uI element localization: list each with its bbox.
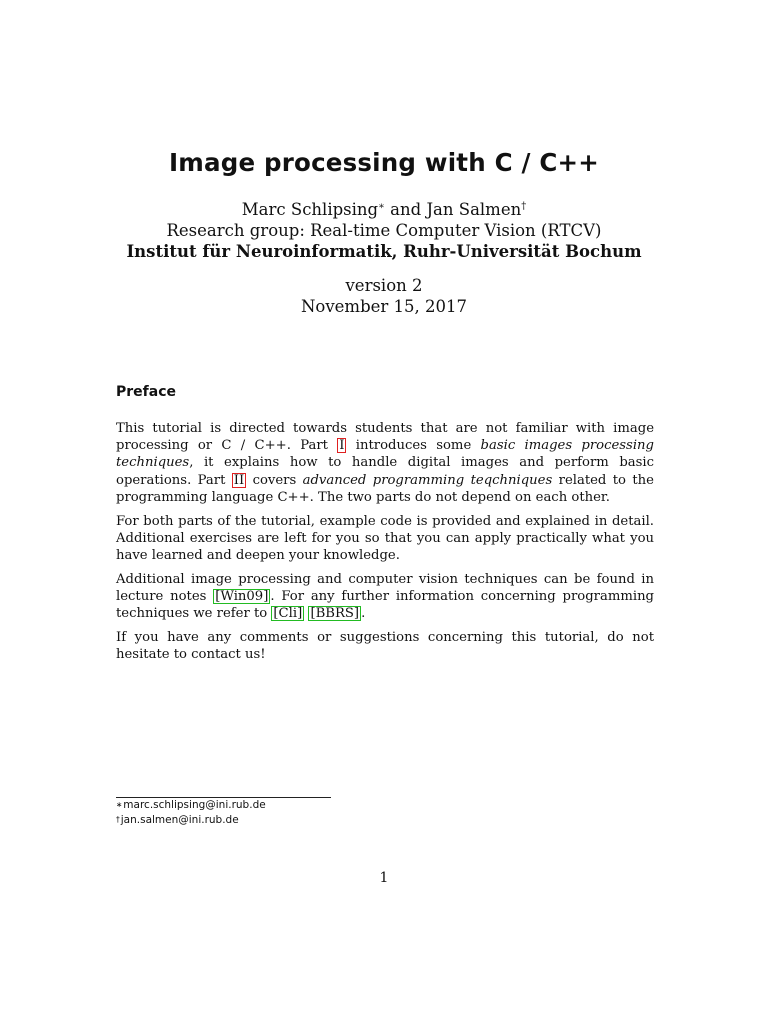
research-group: Research group: Real-time Computer Vision (RTCV) (166, 221, 602, 240)
page-number: 1 (379, 870, 389, 886)
authors-conjunction: and (384, 200, 427, 219)
paragraph-text: . For any further information concerning programming techniques we refer to (116, 589, 655, 622)
footnote-email[interactable]: jan.salmen@ini.rub.de (120, 814, 239, 826)
authors-line (0, 200, 768, 220)
author-name: Marc Schlipsing (241, 200, 379, 219)
paragraph-text: covers (246, 472, 303, 488)
footnote (116, 814, 239, 827)
section-heading: Preface (116, 384, 176, 400)
footnote-email[interactable]: marc.schlipsing@ini.rub.de (123, 799, 266, 811)
preface-paragraph: For both parts of the tutorial, example code is provided and explained in detail. Additional exercises are left for you so that you can apply practically what you have learned and deepen your knowledge. (116, 514, 654, 564)
paragraph-text: related to the programming language C++. The two parts do not depend on each other. (116, 472, 654, 505)
footnote-marker[interactable]: ∗ (378, 201, 385, 212)
document-title: Image processing with C / C++ (168, 148, 600, 177)
citation-link[interactable]: [Cli] (273, 606, 303, 622)
footnote-marker[interactable]: † (521, 201, 527, 212)
document-version: version 2 (345, 276, 423, 295)
paragraph-text: introduces some (346, 438, 481, 454)
emphasized-text: basic images processing techniques (116, 438, 654, 471)
footnote-rule (116, 797, 331, 798)
footnote-mark: † (116, 815, 120, 824)
citation-link[interactable]: [BBRS] (310, 606, 360, 622)
paragraph-text: , it explains how to handle digital images and perform basic operations. Part (116, 455, 654, 488)
footnote-mark: ∗ (116, 800, 123, 809)
emphasized-text: advanced programming teqchniques (302, 472, 553, 488)
preface-paragraph (116, 420, 654, 506)
citation-link[interactable]: [Win09] (215, 589, 269, 605)
part-link[interactable]: I (339, 438, 345, 454)
part-link[interactable]: II (233, 472, 245, 488)
document-date: November 15, 2017 (300, 297, 468, 316)
author-name: Jan Salmen (426, 200, 522, 219)
paragraph-text: Additional image processing and computer vision techniques can be found in lecture notes (116, 572, 654, 605)
footnote (116, 799, 266, 812)
paragraph-text: This tutorial is directed towards students that are not familiar with image processing or C / C++. Part (116, 421, 654, 454)
preface-paragraph: If you have any comments or suggestions concerning this tutorial, do not hesitate to contact us! (116, 630, 654, 663)
paragraph-text: . (361, 606, 366, 622)
institute-name: Institut für Neuroinformatik, Ruhr-Universität Bochum (126, 242, 642, 261)
preface-paragraph (116, 571, 654, 623)
